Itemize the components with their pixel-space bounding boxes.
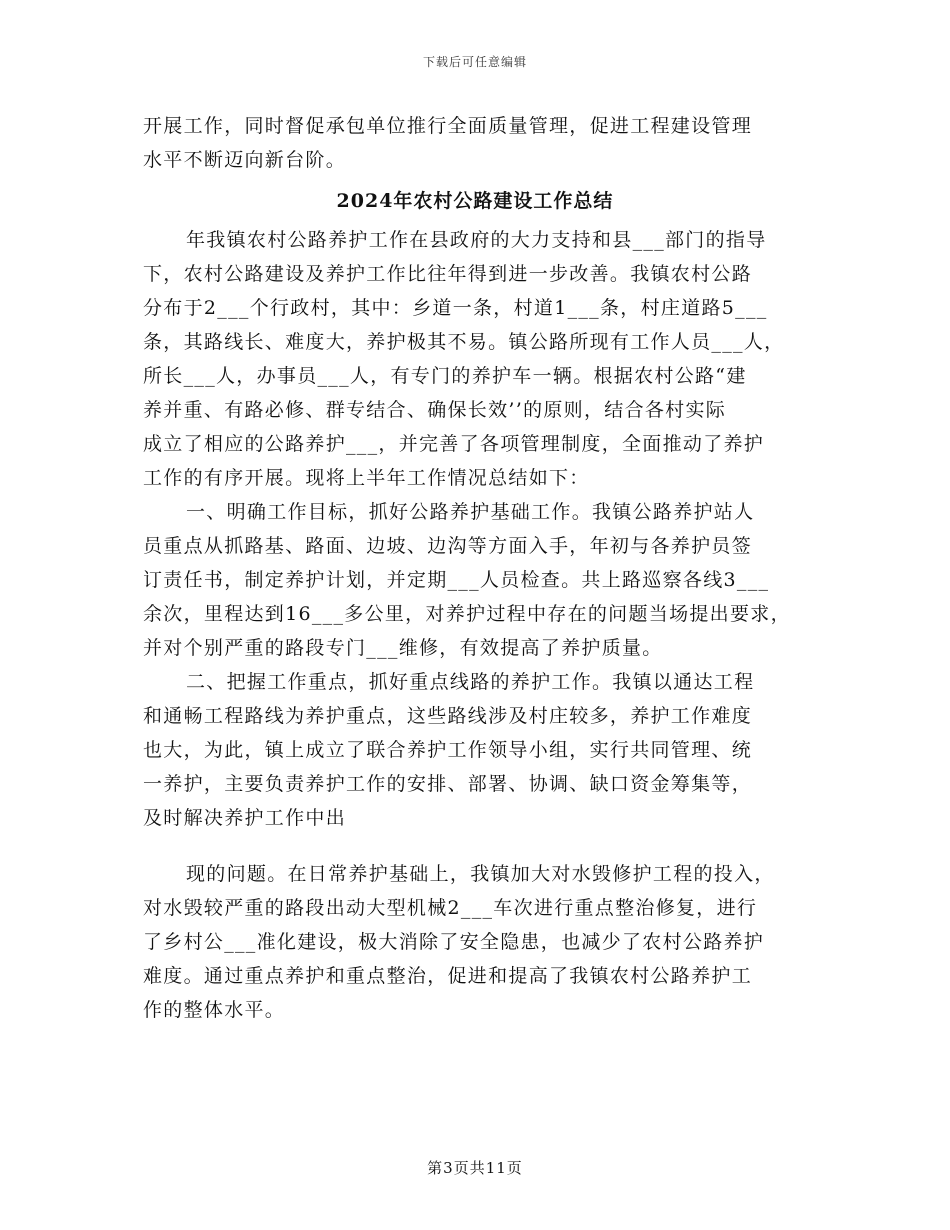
body-line: 工作的有序开展。现将上半年工作情况总结如下： — [143, 467, 590, 489]
body-line: 下，农村公路建设及养护工作比往年得到进一步改善。我镇农村公路 — [143, 263, 753, 285]
body-line: 余次，里程达到16___多公里，对养护过程中存在的问题当场提出要求， — [143, 603, 791, 625]
body-line: 和通畅工程路线为养护重点，这些路线涉及村庄较多，养护工作难度 — [143, 705, 753, 727]
body-line: 所长___人，办事员___人，有专门的养护车一辆。根据农村公路“建 — [143, 365, 747, 387]
body-line: 难度。通过重点养护和重点整治，促进和提高了我镇农村公路养护工 — [143, 965, 753, 987]
body-line: 作的整体水平。 — [143, 999, 286, 1021]
body-line: 订责任书，制定养护计划，并定期___人员检查。共上路巡察各线3___ — [143, 569, 770, 591]
body-line: 条，其路线长、难度大，养护极其不易。镇公路所现有工作人员___人， — [143, 331, 785, 353]
body-line: 养并重、有路必修、群专结合、确保长效’’的原则，结合各村实际 — [143, 399, 727, 421]
body-line: 一、明确工作目标，抓好公路养护基础工作。我镇公路养护站人 — [186, 501, 755, 523]
intro-line-1: 开展工作，同时督促承包单位推行全面质量管理，促进工程建设管理 — [143, 115, 753, 137]
body-line: 年我镇农村公路养护工作在县政府的大力支持和县___部门的指导 — [186, 229, 767, 251]
body-line: 也大，为此，镇上成立了联合养护工作领导小组，实行共同管理、统 — [143, 739, 753, 761]
page-header: 下载后可任意编辑 — [422, 55, 527, 69]
body-line: 一养护，主要负责养护工作的安排、部署、协调、缺口资金筹集等， — [143, 773, 753, 795]
body-line: 及时解决养护工作中出 — [143, 807, 347, 829]
body-line: 了乡村公___准化建设，极大消除了安全隐患，也减少了农村公路养护 — [143, 931, 765, 953]
body-line: 二、把握工作重点，抓好重点线路的养护工作。我镇以通达工程 — [186, 671, 755, 693]
page-footer: 第3页共11页 — [427, 1159, 523, 1177]
body-line: 分布于2___个行政村，其中：乡道一条，村道1___条，村庄道路5___ — [143, 297, 768, 319]
intro-line-2: 水平不断迈向新台阶。 — [143, 149, 347, 171]
body-line: 成立了相应的公路养护___，并完善了各项管理制度，全面推动了养护 — [143, 433, 765, 455]
body-line: 并对个别严重的路段专门___维修，有效提高了养护质量。 — [143, 637, 663, 659]
body-line: 对水毁较严重的路段出动大型机械2___车次进行重点整治修复，进行 — [143, 897, 758, 919]
body-line: 员重点从抓路基、路面、边坡、边沟等方面入手，年初与各养护员签 — [143, 535, 753, 557]
section-title: 2024年农村公路建设工作总结 — [336, 190, 614, 212]
body-line: 现的问题。在日常养护基础上，我镇加大对水毁修护工程的投入， — [186, 863, 775, 885]
